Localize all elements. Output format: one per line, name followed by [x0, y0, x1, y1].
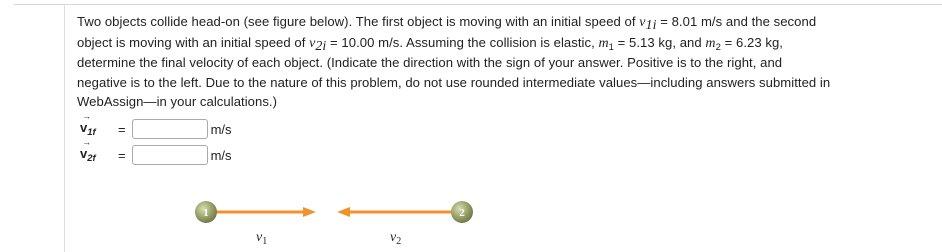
- vector-arrow-icon: →: [82, 111, 91, 121]
- problem-text: Two objects collide head-on (see figure below). The first object is moving with an initial speed of: [77, 14, 640, 29]
- object-1-label: 1: [203, 207, 209, 219]
- vector-subscript: 1f: [87, 127, 96, 138]
- velocity-arrow-1-head: [303, 207, 316, 217]
- object-2-label: 2: [459, 207, 465, 219]
- var-v2i: v: [309, 35, 316, 51]
- vector-subscript: 2f: [87, 153, 96, 164]
- vector-arrow-icon: →: [82, 137, 91, 147]
- problem-text: = 10.00 m/s. Assuming the collision is elastic,: [326, 34, 599, 50]
- equals-sign: =: [118, 121, 126, 137]
- problem-text: object is moving with an initial speed of: [77, 34, 310, 50]
- v2-subscript: 2: [396, 236, 402, 247]
- velocity-arrow-2-head: [337, 207, 350, 217]
- problem-text: = 5.13 kg, and: [613, 34, 706, 50]
- vector-symbol: v: [80, 120, 88, 135]
- unit-label: m/s: [210, 147, 232, 163]
- velocity-label-v2: [390, 230, 401, 247]
- var-v2i-sub: 2i: [315, 38, 327, 54]
- problem-text: = 8.01 m/s and the second: [656, 14, 817, 29]
- problem-line-3: determine the final velocity of each object. (Indicate the direction with the sign of your answer. Positive is to the right, and: [77, 55, 783, 71]
- problem-line-4: negative is to the left. Due to the nature of this problem, do not use rounded intermediate values—including answers submitted in: [77, 74, 831, 90]
- var-m2: m: [705, 35, 716, 51]
- v2-symbol: v: [390, 230, 397, 245]
- unit-label: m/s: [210, 121, 232, 137]
- problem-line-5: WebAssign—in your calculations.): [77, 94, 278, 110]
- equals-sign: =: [118, 147, 126, 163]
- velocity-label-v1: [256, 230, 267, 247]
- v1-subscript: 1: [262, 236, 268, 247]
- var-m2-sub: 2: [715, 41, 721, 53]
- var-m1: m: [598, 35, 609, 51]
- v1-symbol: v: [256, 230, 263, 245]
- var-v1i-sub: 1i: [645, 18, 657, 33]
- var-v1i: v: [639, 15, 646, 30]
- var-m1-sub: 1: [608, 41, 614, 53]
- problem-text: = 6.23 kg,: [720, 34, 783, 50]
- vector-symbol: v: [80, 146, 88, 161]
